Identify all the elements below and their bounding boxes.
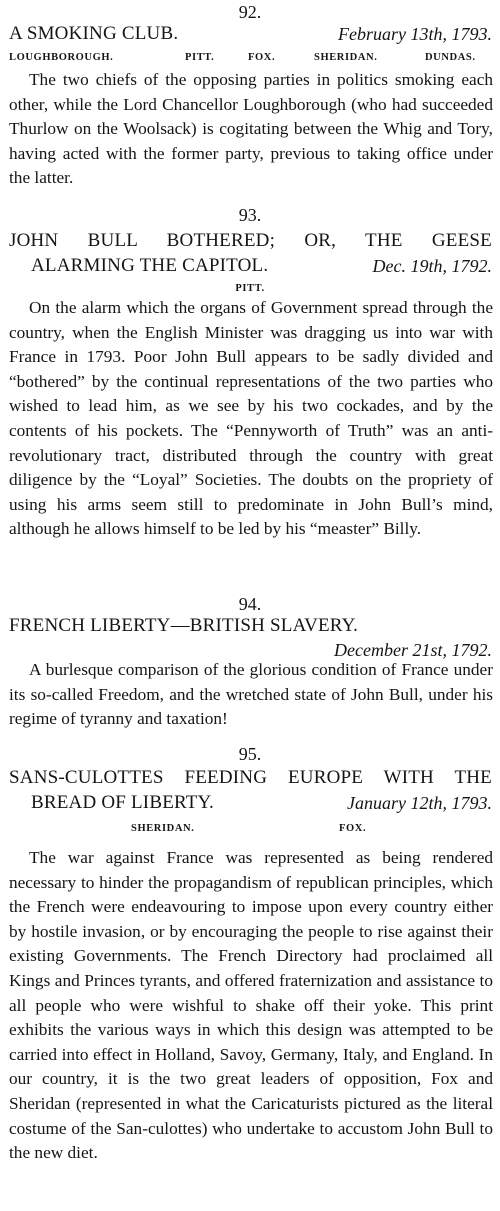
- entry-description: On the alarm which the organs of Government spread through the country, when the English Minister was dragging us into war with France in 1793. Poor John Bull appears to be sadly divided and “bothered” by the continual representations of the two parties who wished to lead him, as we see by his two cockades, and by the contents of his pockets. The “Pennyworth of Truth” was an anti-revolutionary tract, distributed through the country with great diligence by the “Loyal” Societies. The doubts on the propriety of using his arms seem still to predominate in John Bull’s mind, although he allows himself to be led by his “measter” Billy.: [9, 298, 493, 539]
- entry-date: February 13th, 1793.: [338, 24, 492, 44]
- figure-name: SHERIDAN.: [314, 52, 378, 63]
- entry-date: Dec. 19th, 1792.: [372, 256, 492, 276]
- entry-title-line-2: ALARMING THE CAPITOL.: [31, 255, 269, 276]
- figure-name: FOX.: [248, 52, 276, 63]
- entry-number: 93.: [238, 205, 262, 225]
- entry-title-line-2: BREAD OF LIBERTY.: [31, 792, 214, 813]
- figure-name: SHERIDAN.: [131, 823, 195, 834]
- figure-name: DUNDAS.: [425, 52, 476, 63]
- entry-date: December 21st, 1792.: [334, 640, 492, 660]
- figure-name: FOX.: [339, 823, 367, 834]
- entry-description: The two chiefs of the opposing parties in politics smoking each other, while the Lord Chancellor Loughborough (who had succeeded Thurlow on the Woolsack) is cogitating between the Whig and Tory, having acted with the former party, previous to taking office under the latter.: [9, 70, 493, 188]
- figure-name: PITT.: [185, 52, 215, 63]
- entry-title-line-1: JOHN BULL BOTHERED; OR, THE GEESE: [9, 230, 492, 251]
- entry-title: FRENCH LIBERTY—BRITISH SLAVERY.: [9, 615, 359, 636]
- entry-description: A burlesque comparison of the glorious condition of France under its so-called Freedom, and the wretched state of John Bull, under his regime of tyranny and taxation!: [9, 660, 493, 729]
- figure-name: LOUGHBOROUGH.: [9, 52, 114, 63]
- entry-number: 94.: [238, 594, 262, 614]
- entry-number: 95.: [238, 744, 262, 764]
- entry-number: 92.: [238, 2, 262, 22]
- entry-description: The war against France was represented as being rendered necessary to hinder the propagandism of republican principles, which the French were endeavouring to impose upon every country either by hostile invasion, or by encouraging the people to rise against their existing Governments. The French Directory had proclaimed all Kings and Princes tyrants, and offered fraternization and assistance to all people who were wishful to shake off their yoke. This print exhibits the various ways in which this design was attempted to be carried into effect in Holland, Savoy, Germany, Italy, and England. In our country, it is the two great leaders of opposition, Fox and Sheridan (represented in what the Caricaturists pictured as the literal costume of the San-culottes) who undertake to accustom John Bull to the new diet.: [9, 848, 493, 1163]
- entry-date: January 12th, 1793.: [347, 793, 492, 813]
- entry-title: A SMOKING CLUB.: [9, 23, 179, 44]
- entry-title-line-1: SANS-CULOTTES FEEDING EUROPE WITH THE: [9, 767, 492, 788]
- figure-name: PITT.: [235, 283, 265, 294]
